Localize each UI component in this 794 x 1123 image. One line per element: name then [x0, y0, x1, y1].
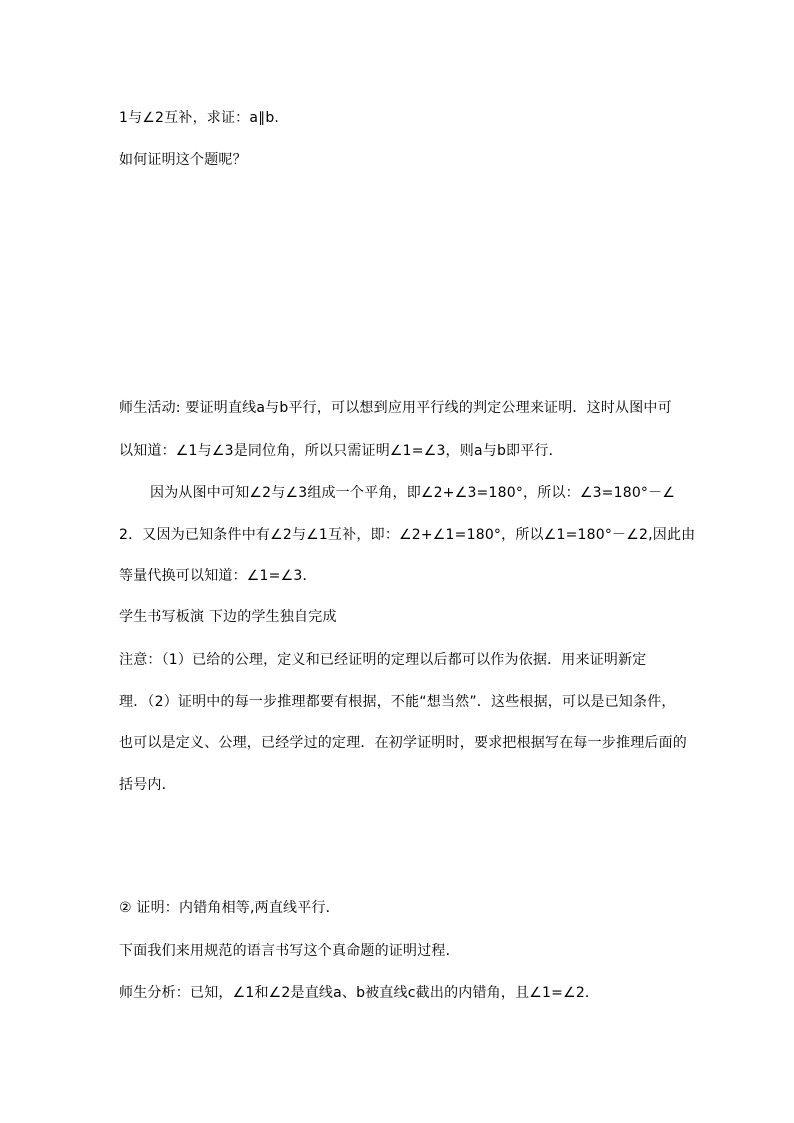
text-line-note-4: 括号内． [119, 777, 176, 793]
text-line-reason-3: 等量代换可以知道：∠1=∠3． [119, 568, 317, 584]
text-line-reason-1: 因为从图中可知∠2与∠3组成一个平角，即∠2+∠3=180°，所以：∠3=180°－∠ [150, 485, 676, 501]
text-line-note-1: 注意：（1）已给的公理，定义和已经证明的定理以后都可以作为依据．用来证明新定 [119, 652, 647, 668]
text-line-proof-intro: 下面我们来用规范的语言书写这个真命题的证明过程． [119, 943, 460, 959]
text-line-reason-2: 2．又因为已知条件中有∠2与∠1互补，即：∠2+∠1=180°，所以∠1=180°－∠2,因此由 [119, 527, 696, 543]
text-line-note-3: 也可以是定义、公理，已经学过的定理．在初学证明时，要求把根据写在每一步推理后面的 [119, 735, 687, 751]
text-line-given: 1与∠2互补，求证：a∥b. [119, 110, 280, 126]
text-line-activity-1: 师生活动: 要证明直线a与b平行，可以想到应用平行线的判定公理来证明．这时从图中可 [119, 400, 672, 416]
text-line-activity-2: 以知道：∠1与∠3是同位角，所以只需证明∠1=∠3，则a与b即平行． [119, 443, 563, 459]
text-line-note-2: 理．（2）证明中的每一步推理都要有根据，不能“想当然”．这些根据，可以是已知条件， [119, 694, 676, 710]
text-line-question: 如何证明这个题呢？ [119, 152, 247, 168]
text-line-proof-title: ② 证明：内错角相等,两直线平行． [119, 900, 340, 916]
text-line-board-work: 学生书写板演 下边的学生独自完成 [119, 609, 337, 625]
text-line-analysis: 师生分析：已知，∠1和∠2是直线a、b被直线c截出的内错角，且∠1=∠2． [119, 985, 600, 1001]
